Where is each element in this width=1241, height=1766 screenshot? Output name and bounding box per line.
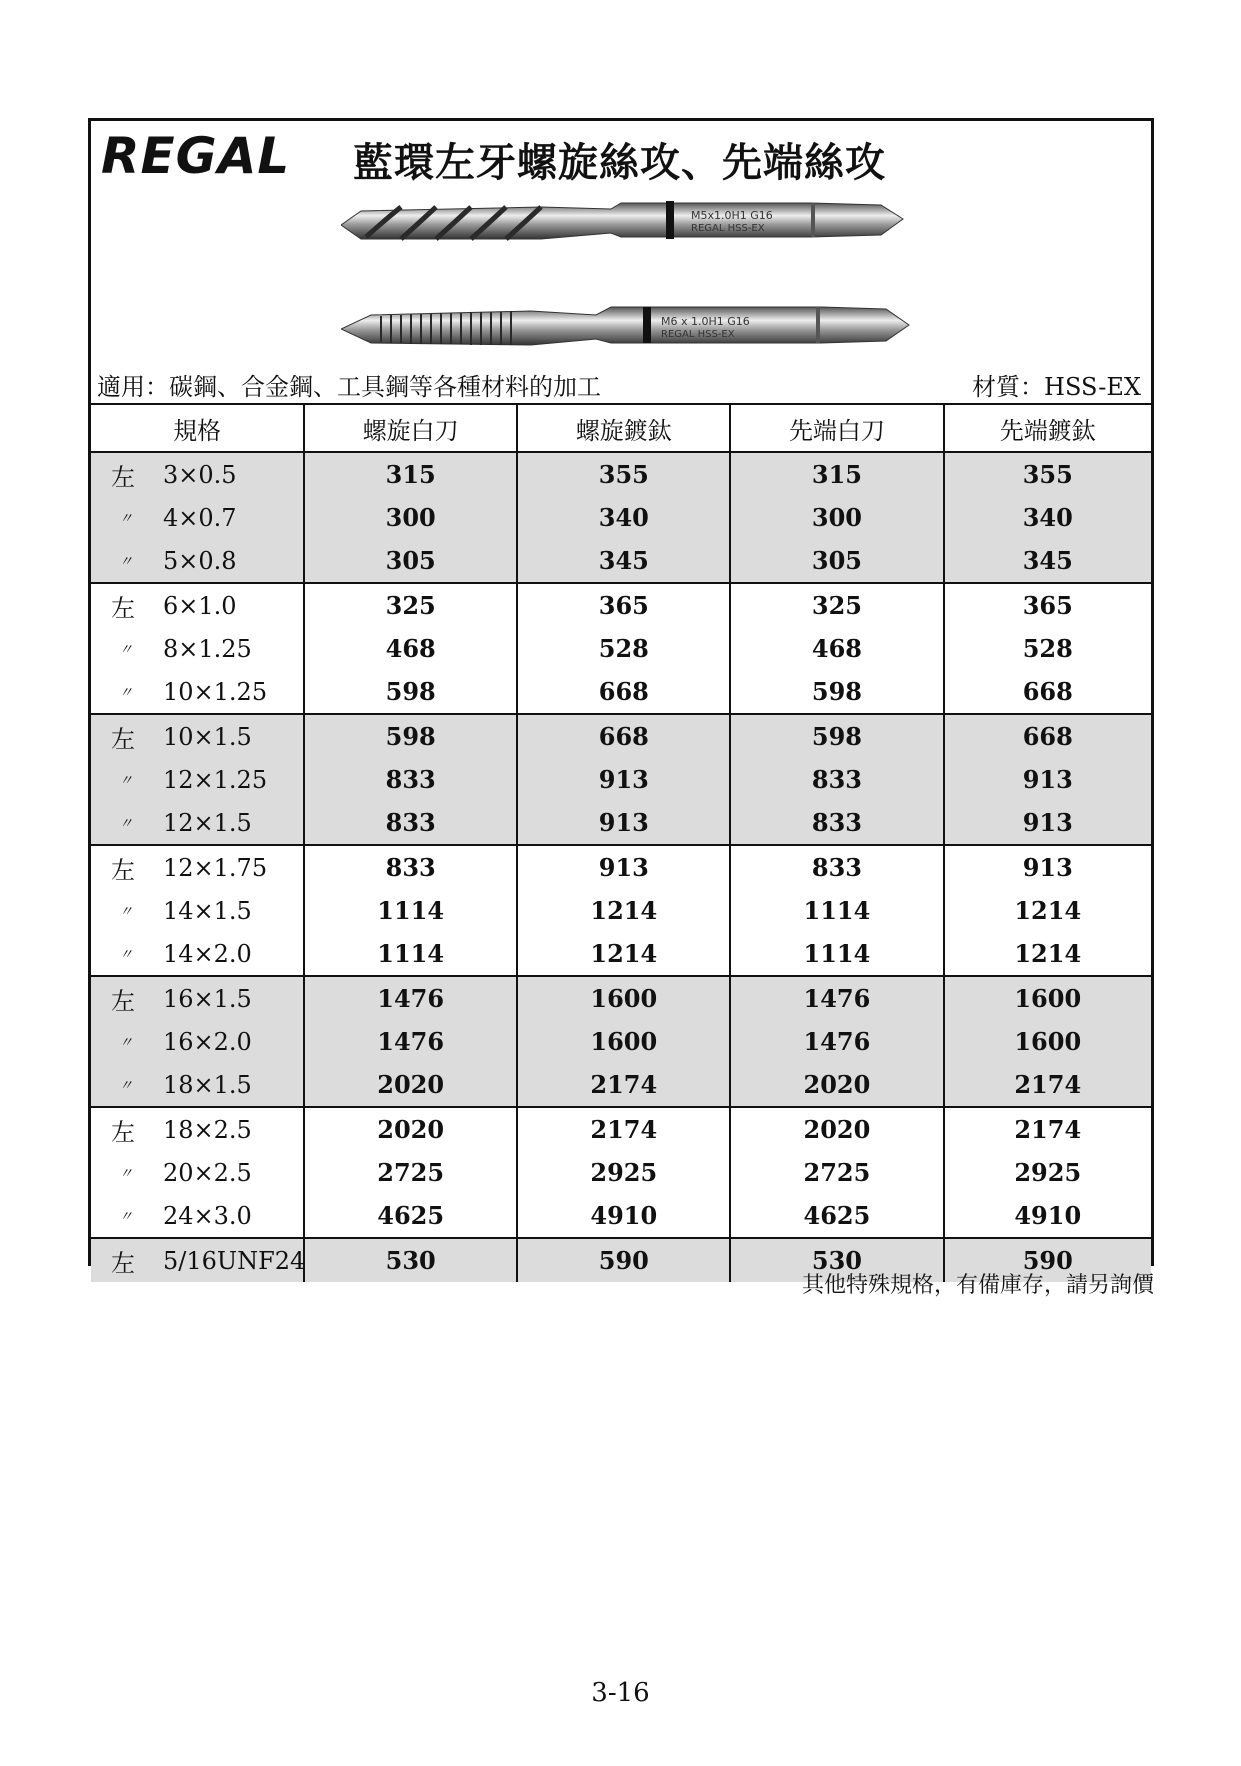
spec-cell [91,452,304,496]
price-cell: 1214 [1014,896,1082,925]
price-cell: 340 [944,496,1152,539]
price-cell: 305 [304,539,517,583]
thread-direction-mark: 〃 [119,641,133,658]
spiral-tap-image [341,189,921,265]
table-row [91,496,1151,539]
thread-size: 5×0.8 [163,546,237,575]
price-cell: 530 [730,1238,943,1282]
price-cell: 590 [944,1238,1152,1282]
price-cell: 1476 [304,1020,517,1063]
price-cell: 913 [517,758,730,801]
price-cell: 668 [1022,677,1073,706]
point-tap-marking-1: M6 x 1.0H1 G16 [661,315,750,328]
price-cell: 355 [944,452,1152,496]
table-row [91,627,1151,670]
thread-direction-mark: 左 [111,856,135,884]
thread-direction-mark: 左 [111,725,135,753]
column-header: 先端鍍鈦 [944,404,1152,452]
thread-direction-mark: 〃 [119,1165,133,1182]
spec-cell [91,889,304,932]
price-cell: 668 [517,670,730,714]
price-cell: 1114 [304,932,517,976]
spec-cell [91,1107,304,1151]
price-cell: 913 [517,845,730,889]
thread-direction-mark: 〃 [119,1034,133,1051]
point-tap-marking-2: REGAL HSS-EX [661,329,735,340]
thread-size: 10×1.5 [163,722,252,751]
material-text: 材質：HSS-EX [972,373,1141,401]
price-cell: 315 [304,452,517,496]
column-header: 螺旋鍍鈦 [517,404,730,452]
price-cell: 833 [304,801,517,845]
price-cell: 2020 [304,1063,517,1107]
table-row [91,539,1151,583]
price-cell: 2925 [517,1151,730,1194]
spec-cell [91,1020,304,1063]
thread-direction-mark: 〃 [119,510,133,527]
spec-cell [91,801,304,845]
spec-cell [91,627,304,670]
price-cell: 300 [304,496,517,539]
table-row [91,452,1151,496]
thread-size: 10×1.25 [163,677,268,706]
price-cell: 833 [730,801,943,845]
price-cell: 833 [730,845,943,889]
price-cell: 2725 [730,1151,943,1194]
brand-logo: REGAL [101,127,291,185]
thread-size: 24×3.0 [163,1201,252,1230]
page-number: 3-16 [591,1678,650,1708]
price-table [91,403,1151,1282]
price-cell: 4625 [304,1194,517,1238]
spiral-tap-marking-1: M5x1.0H1 G16 [691,209,773,222]
thread-size: 18×1.5 [163,1070,252,1099]
table-row [91,1107,1151,1151]
table-row [91,583,1151,627]
table-row [91,1063,1151,1107]
price-cell: 530 [304,1238,517,1282]
price-cell: 2020 [730,1107,943,1151]
spec-cell [91,1151,304,1194]
thread-size: 3×0.5 [163,460,237,489]
thread-size: 4×0.7 [163,503,237,532]
thread-size: 5/16UNF24 [163,1246,306,1275]
spec-cell [91,1238,304,1282]
price-cell: 913 [944,758,1152,801]
price-cell: 315 [730,452,943,496]
price-cell: 325 [730,583,943,627]
price-cell: 4910 [517,1194,730,1238]
thread-size: 12×1.5 [163,808,252,837]
spec-cell [91,1063,304,1107]
price-cell: 590 [517,1238,730,1282]
price-cell: 4625 [730,1194,943,1238]
thread-direction-mark: 〃 [119,1077,133,1094]
price-cell: 598 [730,714,943,758]
table-row [91,1194,1151,1238]
thread-size: 16×1.5 [163,984,252,1013]
catalog-header [91,121,1151,403]
price-cell: 528 [1022,634,1073,663]
thread-direction-mark: 〃 [119,772,133,789]
thread-size: 18×2.5 [163,1115,252,1144]
price-cell: 598 [730,670,943,714]
thread-direction-mark: 〃 [119,553,133,570]
table-row [91,845,1151,889]
thread-direction-mark: 左 [111,987,135,1015]
thread-direction-mark: 左 [111,1118,135,1146]
page-title: 藍環左牙螺旋絲攻、先端絲攻 [353,139,886,186]
price-cell: 1600 [944,976,1152,1020]
column-header: 螺旋白刀 [304,404,517,452]
price-cell: 468 [730,627,943,670]
price-cell: 1114 [304,889,517,932]
spec-cell [91,539,304,583]
table-row [91,1151,1151,1194]
price-cell: 2020 [730,1063,943,1107]
thread-direction-mark: 〃 [119,946,133,963]
price-cell: 1114 [730,889,943,932]
price-cell: 345 [517,539,730,583]
spec-cell [91,714,304,758]
table-header-row [91,404,1151,452]
price-cell: 913 [944,801,1152,845]
price-cell: 1600 [517,1020,730,1063]
thread-direction-mark: 〃 [119,815,133,832]
price-cell: 668 [517,714,730,758]
price-cell: 2174 [517,1107,730,1151]
thread-size: 20×2.5 [163,1158,252,1187]
table-row [91,889,1151,932]
price-cell: 913 [517,801,730,845]
thread-size: 12×1.75 [163,853,268,882]
price-cell: 345 [944,539,1152,583]
price-cell: 598 [304,670,517,714]
spec-cell [91,670,304,714]
price-cell: 833 [304,758,517,801]
thread-size: 6×1.0 [163,591,237,620]
table-row [91,758,1151,801]
thread-direction-mark: 〃 [119,903,133,920]
price-cell: 325 [304,583,517,627]
thread-direction-mark: 左 [111,463,135,491]
price-cell: 2020 [304,1107,517,1151]
price-cell: 833 [304,845,517,889]
footer-note: 其他特殊規格，有備庫存，請另詢價 [801,1273,1154,1298]
price-cell: 913 [944,845,1152,889]
thread-size: 14×1.5 [163,896,252,925]
thread-size: 14×2.0 [163,939,252,968]
price-cell: 1600 [944,1020,1152,1063]
price-cell: 833 [730,758,943,801]
spec-cell [91,932,304,976]
table-row [91,1020,1151,1063]
price-cell: 2925 [1014,1158,1082,1187]
spec-cell [91,583,304,627]
column-header: 規格 [91,404,304,452]
spiral-tap-marking-2: REGAL HSS-EX [691,223,765,234]
spec-cell [91,496,304,539]
thread-direction-mark: 〃 [119,684,133,701]
table-row [91,801,1151,845]
point-tap-image [341,291,921,367]
spec-cell [91,976,304,1020]
price-cell: 2174 [944,1063,1152,1107]
price-cell: 1114 [730,932,943,976]
table-row [91,714,1151,758]
catalog-frame [88,118,1154,1277]
thread-size: 8×1.25 [163,634,252,663]
price-cell: 468 [304,627,517,670]
usage-text: 適用：碳鋼、合金鋼、工具鋼等各種材料的加工 [97,373,601,401]
thread-direction-mark: 左 [111,594,135,622]
thread-direction-mark: 〃 [119,1208,133,1225]
price-cell: 365 [944,583,1152,627]
table-row [91,976,1151,1020]
thread-size: 12×1.25 [163,765,268,794]
price-cell: 1214 [1014,939,1082,968]
price-cell: 1214 [517,889,730,932]
price-cell: 528 [517,627,730,670]
thread-size: 16×2.0 [163,1027,252,1056]
price-cell: 365 [517,583,730,627]
price-cell: 1600 [517,976,730,1020]
price-cell: 1476 [304,976,517,1020]
thread-direction-mark: 左 [111,1249,135,1277]
price-cell: 668 [944,714,1152,758]
table-row [91,670,1151,714]
price-cell: 4910 [1014,1201,1082,1230]
spec-cell [91,758,304,801]
spec-cell [91,1194,304,1238]
column-header: 先端白刀 [730,404,943,452]
price-cell: 2725 [304,1151,517,1194]
price-cell: 2174 [517,1063,730,1107]
price-cell: 1476 [730,976,943,1020]
price-cell: 340 [517,496,730,539]
price-cell: 305 [730,539,943,583]
spec-cell [91,845,304,889]
table-row [91,932,1151,976]
price-cell: 1214 [517,932,730,976]
price-cell: 300 [730,496,943,539]
price-cell: 1476 [730,1020,943,1063]
price-cell: 2174 [944,1107,1152,1151]
price-cell: 355 [517,452,730,496]
price-cell: 598 [304,714,517,758]
